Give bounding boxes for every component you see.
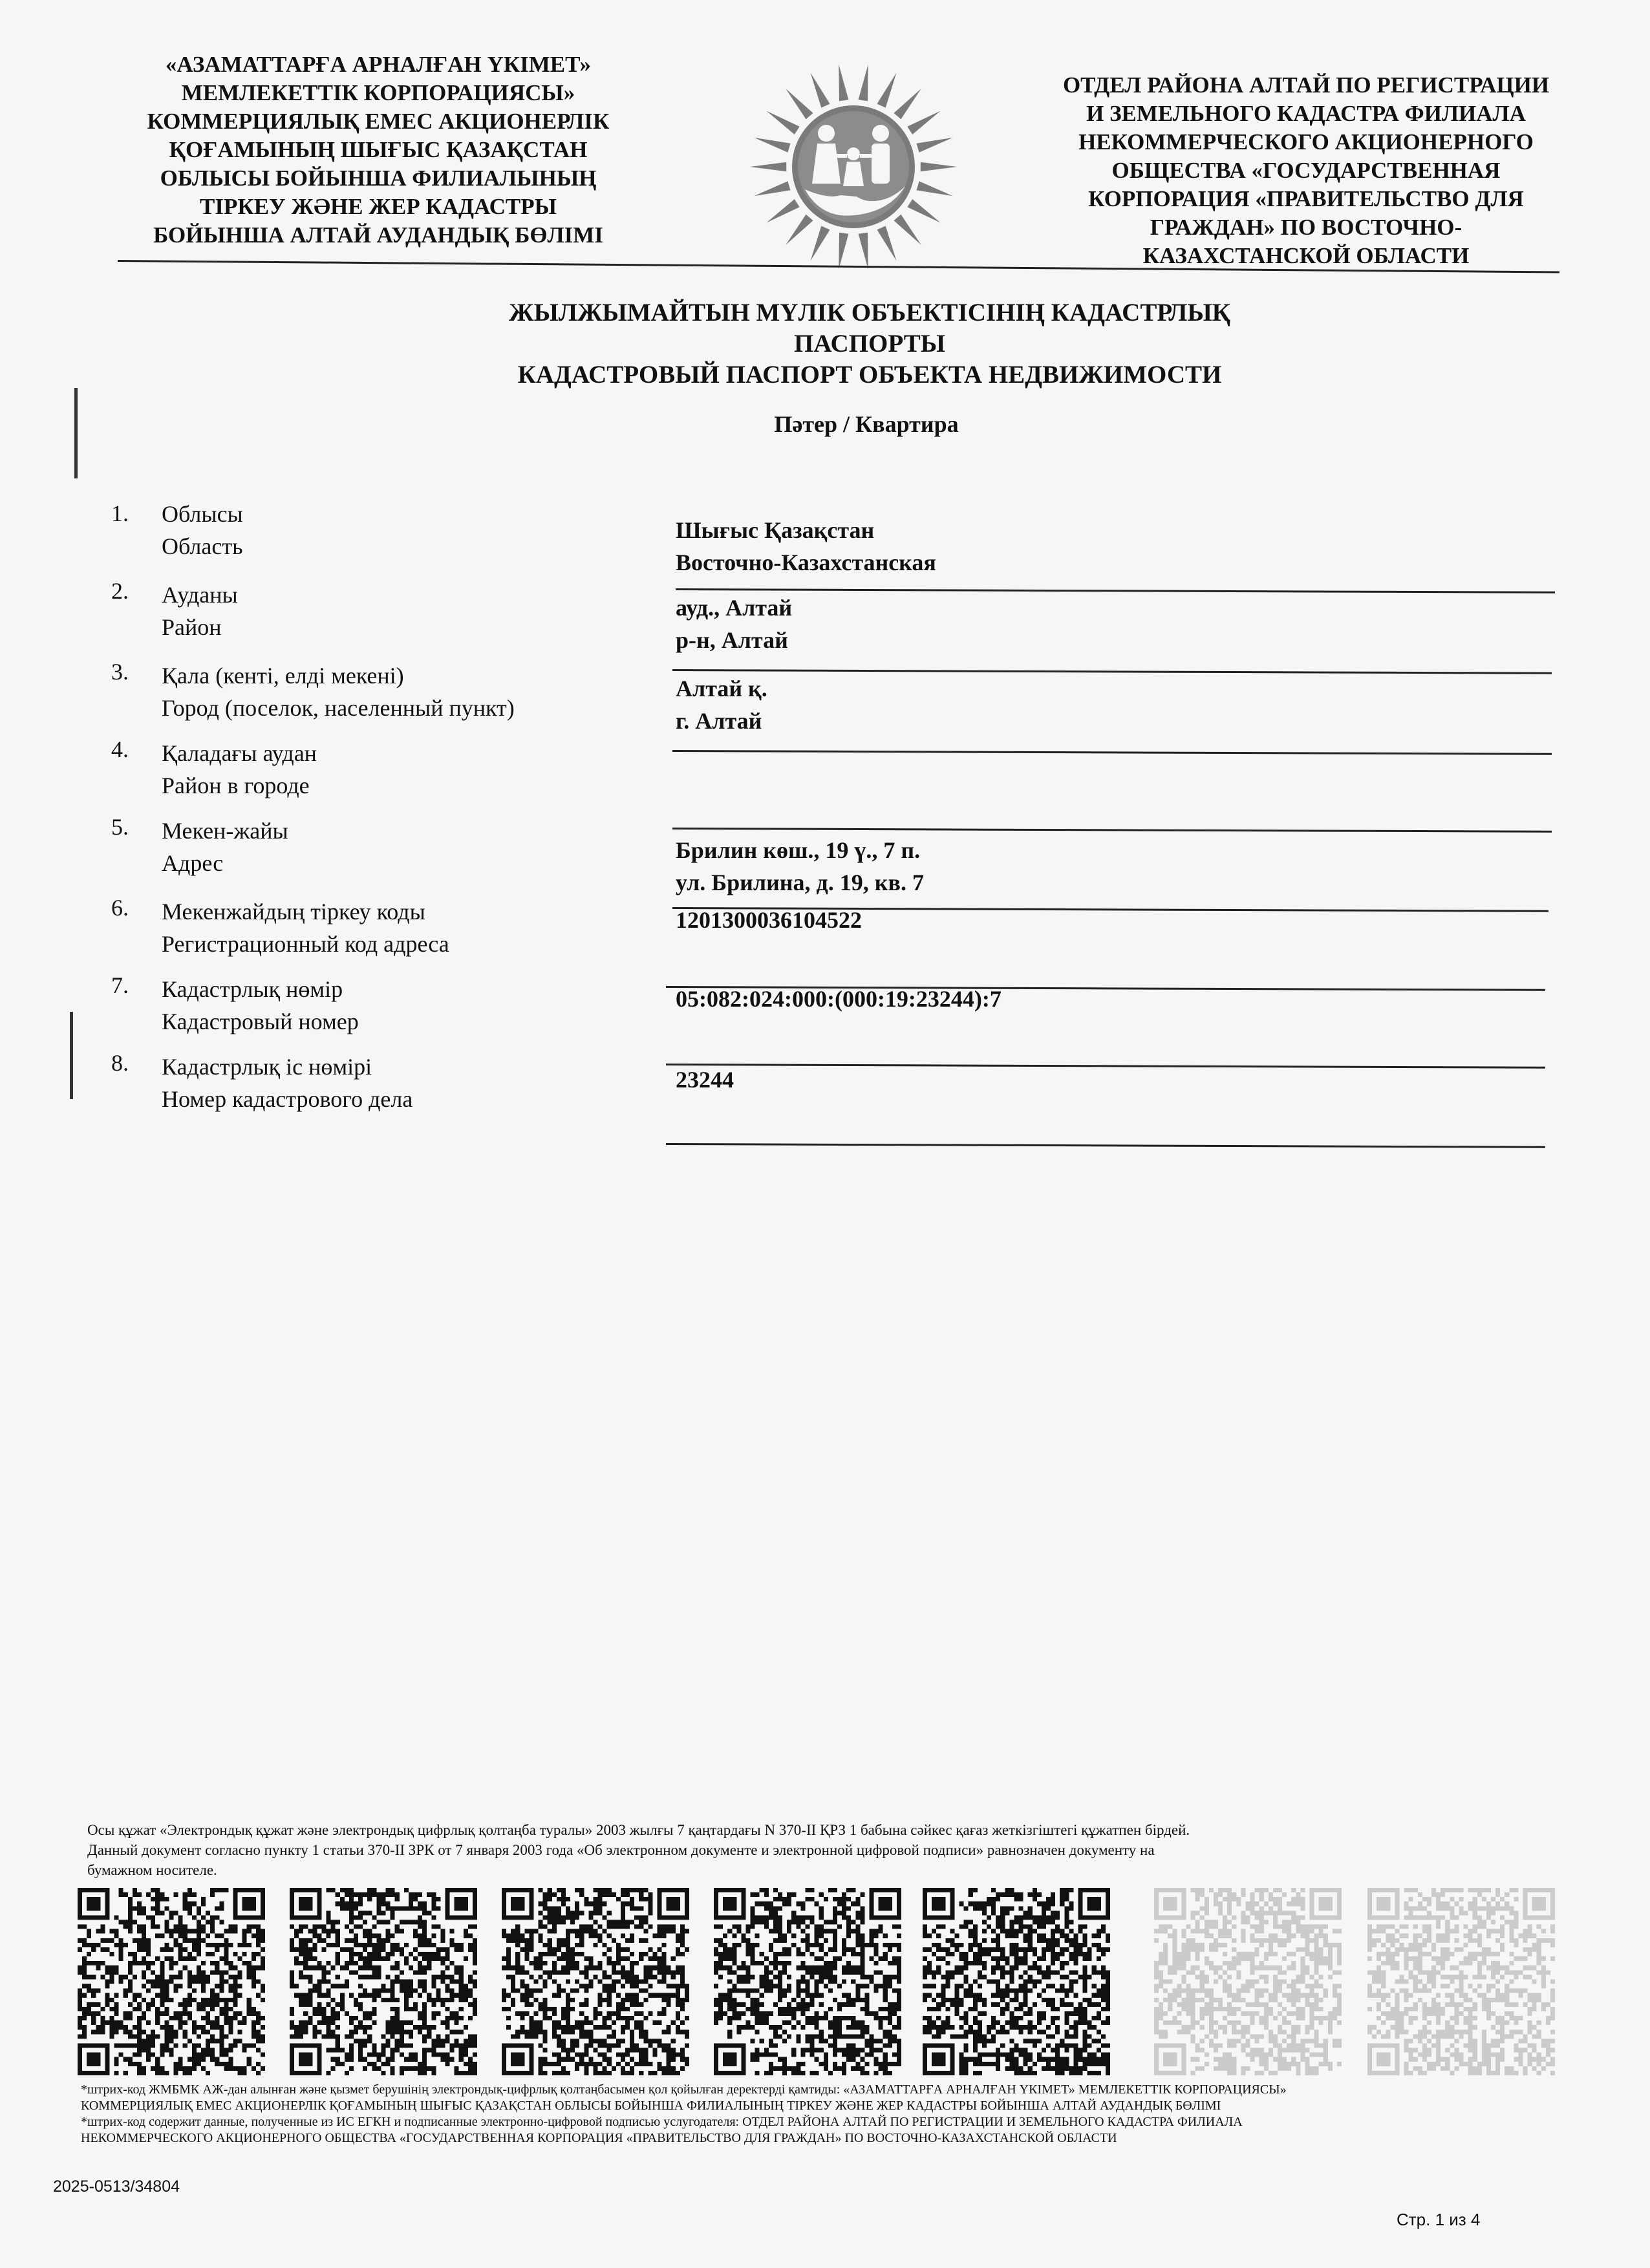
field-number: 7. [111,972,129,998]
field-label [162,737,679,802]
field-value [676,672,1548,737]
value-ru: ул. Брилина, д. 19, кв. 7 [676,870,924,895]
field-region [0,498,1650,575]
field-number: 5. [111,814,129,840]
field-value [676,592,1548,656]
field-label [162,973,679,1038]
field-cadastral-number [0,970,1650,1047]
title-kz-line2: ПАСПОРТЫ [794,330,945,358]
page-number: Стр. 1 из 4 [1397,2210,1481,2229]
field-label [162,579,679,643]
field-value [676,1064,1548,1096]
header-kz-line: ОБЛЫСЫ БОЙЫНША ФИЛИАЛЫНЫҢ [160,166,597,191]
header-kz-line: «АЗАМАТТАРҒА АРНАЛҒАН ҮКІМЕТ» [165,52,592,77]
value-ru: 1201300036104522 [676,907,862,933]
faint-qr-code-icon [1151,1888,1345,2075]
value-kz: ауд., Алтай [676,595,793,621]
header-ru-org [1018,71,1594,270]
label-ru: Район в городе [162,773,310,798]
field-number: 2. [111,578,129,604]
field-number: 8. [111,1050,129,1076]
qr-code-icon [711,1888,905,2075]
label-kz: Мекенжайдың тіркеу коды [162,899,425,925]
value-ru: р-н, Алтай [676,627,788,653]
header-ru-line: ОТДЕЛ РАЙОНА АЛТАЙ ПО РЕГИСТРАЦИИ [1062,72,1550,98]
qr-code-icon [286,1888,480,2075]
field-city-district [0,734,1650,811]
label-ru: Город (поселок, населенный пункт) [162,695,515,721]
title-kz-line1: ЖЫЛЖЫМАЙТЫН МҮЛІК ОБЪЕКТІСІНІҢ КАДАСТРЛЫҚ [509,299,1230,326]
label-kz: Қала (кенті, елді мекені) [162,663,404,689]
document-number: 2025-0513/34804 [53,2177,180,2196]
note-kz-line: КОММЕРЦИЯЛЫҚ ЕМЕС АКЦИОНЕРЛІК ҚОҒАМЫНЫҢ ШЫҒЫС ҚАЗАҚСТАН ОБЛЫСЫ БОЙЫНША ФИЛИАЛЫНЫҢ ТІРКЕУ ЖӘНЕ ЖЕР КАДАСТРЫ БОЙЫНША АЛТАЙ АУДАНДЫҚ БӨЛІМІ [81,2099,1221,2113]
header-kz-line: КОММЕРЦИЯЛЫҚ ЕМЕС АКЦИОНЕРЛІК [147,109,610,134]
field-number: 1. [111,500,129,526]
sun-family-hand-logo-icon [744,57,963,277]
label-ru: Кадастровый номер [162,1009,359,1034]
header-ru-line: КАЗАХСТАНСКОЙ ОБЛАСТИ [1142,243,1470,268]
value-ru: 23244 [676,1067,734,1093]
note-ru-line: *штрих-код содержит данные, полученные из ИС ЕГКН и подписанные электронно-цифровой подписью услугодателя: ОТДЕЛ РАЙОНА АЛТАЙ ПО РЕГИСТРАЦИИ И ЗЕМЕЛЬНОГО КАДАСТРА ФИЛИАЛА [81,2115,1243,2129]
label-kz: Мекен-жайы [162,818,288,844]
value-ru: 05:082:024:000:(000:19:23244):7 [676,986,1002,1012]
legal-ru: Данный документ согласно пункту 1 статьи 370-II ЗРК от 7 января 2003 года «Об электронном документе и электронной цифровой подписи» равнозначен документу на [87,1842,1155,1858]
field-number: 3. [111,659,129,685]
value-ru: г. Алтай [676,708,762,734]
field-value [676,514,1548,579]
object-type: Пәтер / Квартира [774,411,959,437]
label-kz: Облысы [162,501,243,527]
legal-ru-cont: бумажном носителе. [87,1862,217,1878]
field-label [162,659,679,724]
label-ru: Регистрационный код адреса [162,931,449,957]
header-kz-line: МЕМЛЕКЕТТІК КОРПОРАЦИЯСЫ» [181,80,575,105]
header-kz-line: ҚОҒАМЫНЫҢ ШЫҒЫС ҚАЗАҚСТАН [169,137,588,162]
value-kz: Алтай қ. [676,676,767,701]
qr-code-icon [498,1888,692,2075]
document-title [401,297,1338,390]
label-kz: Қаладағы аудан [162,740,317,766]
field-label [162,815,679,879]
header-ru-line: КОРПОРАЦИЯ «ПРАВИТЕЛЬСТВО ДЛЯ [1088,186,1524,211]
header-kz-org [97,50,659,250]
field-district [0,575,1650,653]
value-kz: Шығыс Қазақстан [676,517,875,543]
note-ru-line: НЕКОММЕРЧЕСКОГО АКЦИОНЕРНОГО ОБЩЕСТВА «ГОСУДАРСТВЕННАЯ КОРПОРАЦИЯ «ПРАВИТЕЛЬСТВО ДЛЯ ГРАЖДАН» ПО ВОСТОЧНО-КАЗАХСТАНСКОЙ ОБЛАСТИ [81,2131,1117,2145]
field-number: 6. [111,895,129,921]
label-kz: Кадастрлық іс нөмірі [162,1054,372,1080]
value-underline [666,1143,1545,1148]
legal-notice [87,1820,1536,1880]
legal-kz: Осы құжат «Электрондық құжат және электрондық цифрлық қолтаңба туралы» 2003 жылғы 7 қаңтардағы N 370-II ҚРЗ 1 бабына сәйкес қағаз жеткізгіштегі құжатпен бірдей. [87,1822,1190,1838]
field-number: 4. [111,736,129,762]
label-kz: Ауданы [162,582,238,608]
qr-code-icon [919,1888,1113,2075]
label-kz: Кадастрлық нөмір [162,976,343,1002]
value-ru: Восточно-Казахстанская [676,550,936,575]
label-ru: Район [162,614,222,640]
label-ru: Область [162,533,243,559]
field-address [0,811,1650,895]
field-address-code [0,892,1650,970]
field-label [162,895,679,960]
scan-mark [74,388,78,478]
note-kz-line: *штрих-код ЖМБМК АЖ-дан алынған және қызмет берушінің электрондық-цифрлық қолтаңбасымен қол қойылған деректерді қамтиды: «АЗАМАТТАРҒА АРНАЛҒАН ҮКІМЕТ» МЕМЛЕКЕТТІК КОРПОРАЦИЯСЫ» [81,2082,1287,2097]
barcode-note [81,2082,1536,2146]
label-ru: Номер кадастрового дела [162,1086,413,1112]
header-ru-line: И ЗЕМЕЛЬНОГО КАДАСТРА ФИЛИАЛА [1086,101,1526,126]
field-city [0,656,1650,734]
header-kz-line: ТІРКЕУ ЖӘНЕ ЖЕР КАДАСТРЫ [199,194,557,219]
label-ru: Адрес [162,850,224,876]
title-ru-line: КАДАСТРОВЫЙ ПАСПОРТ ОБЪЕКТА НЕДВИЖИМОСТИ [517,361,1222,389]
header-ru-line: НЕКОММЕРЧЕСКОГО АКЦИОНЕРНОГО [1078,129,1534,155]
field-value [676,983,1548,1015]
value-kz: Брилин көш., 19 ү., 7 п. [676,837,921,863]
field-label [162,1051,679,1115]
header-kz-line: БОЙЫНША АЛТАЙ АУДАНДЫҚ БӨЛІМІ [153,222,603,248]
qr-code-icon [74,1888,268,2075]
field-label [162,498,679,562]
faint-qr-code-icon [1364,1888,1558,2075]
header-ru-line: ГРАЖДАН» ПО ВОСТОЧНО- [1150,215,1462,240]
field-value [676,904,1548,936]
header-ru-line: ОБЩЕСТВА «ГОСУДАРСТВЕННАЯ [1111,158,1501,183]
field-cadastral-case [0,1047,1650,1125]
field-value [676,834,1548,899]
